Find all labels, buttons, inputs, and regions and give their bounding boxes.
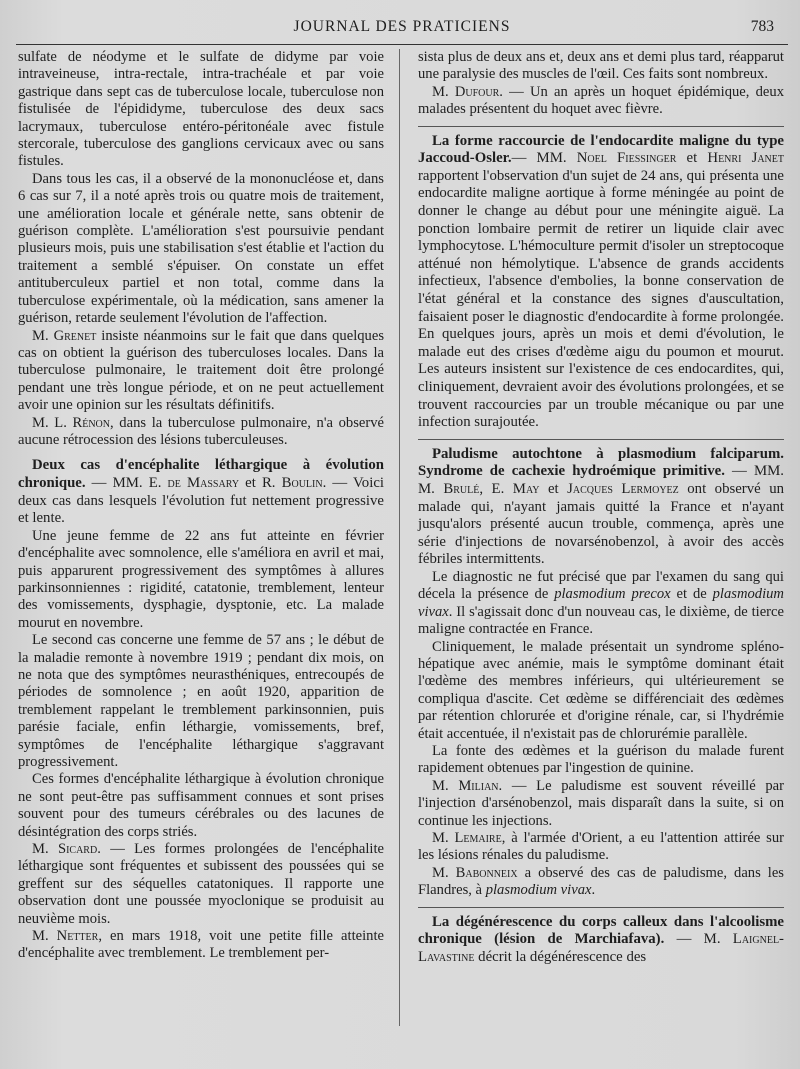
paragraph: Le second cas concerne une femme de 57 ans ; le début de la maladie remonte à novembre 1919 ; pendant dix mois, on ne nota que des symptômes neurasthéniques, entrecoupés de périodes de somnolence ; en août 1920, apparition de tremblement rappelant le tremblement parkinsonnien, puis parésie faciale, enfin léthargie, vomissements, bref, symptômes de l'encéphalite léthargique s'aggravant progressivement. <box>18 632 384 770</box>
section-separator <box>418 126 784 127</box>
author-name: Noel Fiessinger <box>576 150 677 167</box>
authors-prefix: — MM. M. <box>418 463 784 497</box>
paragraph: Dans tous les cas, il a observé de la mononucléose et, dans 6 cas sur 7, il a noté après trois ou quatre mois de traitement, une amélioration locale et générale nette, sans obtenir de guérison complète. L'amélioration s'est poursuivie pendant plusieurs mois, puis une stabilisation s'est établie et l'action du traitement a semblé s'épuiser. On constate un effet antituberculeux partiel et non total, comme dans la tuberculose expérimentale, où la médication, sans amener la guérison, retarde seulement l'évolution de l'affection. <box>18 170 384 327</box>
author-name: Laignel-Lavastine <box>418 931 784 965</box>
species-name: plasmodium vivax <box>485 882 592 899</box>
section-heading-paragraph <box>18 457 384 527</box>
paragraph-text: . Il s'agissait donc d'un nouveau cas, le dixième, de tierce maligne contractée en France. <box>418 603 784 638</box>
author-name: M. Dufour <box>432 83 500 100</box>
author-name: Brulé <box>443 480 480 497</box>
author-name: Jacques Lermoyez <box>567 480 679 497</box>
species-name: plasmodium precox <box>554 586 671 603</box>
paragraph <box>418 778 784 830</box>
authors-conjunction: et <box>539 480 568 497</box>
paragraph-text: , à l'armée d'Orient, a eu l'attention attirée sur les lésions rénales du paludisme. <box>418 829 784 864</box>
text-columns <box>16 49 788 966</box>
paragraph <box>418 865 784 900</box>
column-divider <box>399 49 400 1026</box>
authors-separator: , E. <box>479 480 513 497</box>
author-name: R. Boulin <box>261 474 323 491</box>
paragraph-text: insiste néanmoins sur le fait que dans quelques cas on obtient la guérison des tuberculoses locales. Dans la tuberculose pulmonaire, le traitement doit être prolongé pendant une très longue période, et on ne peut actuellement avoir une opinion sur les résultats définitifs. <box>18 327 384 414</box>
authors-conjunction: et <box>676 150 708 167</box>
paragraph-text: , en mars 1918, voit une petite fille atteinte d'encéphalite avec tremblement. Le tremblement per- <box>18 928 385 962</box>
section-heading-paragraph <box>418 133 784 432</box>
paragraph-text: et de <box>670 586 713 603</box>
paragraph-text: Le diagnostic ne fut précisé que par l'examen du sang qui décela la présence de <box>418 568 784 603</box>
author-name: M. Sicard <box>32 841 98 858</box>
section-heading-paragraph <box>418 914 784 967</box>
author-name: M. Babonneix <box>432 864 518 881</box>
page-number: 783 <box>750 18 774 35</box>
page-header <box>16 18 788 45</box>
section-title: Deux cas d'encéphalite léthargique à évolution chronique. <box>18 457 384 491</box>
section-separator <box>418 907 784 908</box>
authors-prefix: — MM. E. <box>85 474 168 491</box>
paragraph: La fonte des œdèmes et la guérison du malade furent rapidement obtenues par l'ingestion de quinine. <box>418 742 784 777</box>
paragraph-text: a observé des cas de paludisme, dans les Flandres, à <box>418 864 784 899</box>
paragraph: sista plus de deux ans et, deux ans et demi plus tard, réapparut une paralysie des muscles de l'œil. Ces faits sont nombreux. <box>418 49 784 83</box>
author-name: M. Netter <box>32 928 99 945</box>
section-separator <box>418 439 784 440</box>
paragraph: sulfate de néodyme et le sulfate de didyme par voie intraveineuse, intra-rectale, intra-trachéale et par voie gastrique dans sept cas de tuberculose locale, tuberculose non fistulisée de l'épididyme, tuberculose des deux sacs lacrymaux, tuberculose entéro-péritonéale avec fistule stercorale, tuberculose des ganglions cervicaux avec ou sans fistules. <box>18 49 384 170</box>
author-name: M. L. Rénon <box>32 414 110 431</box>
paragraph-text: rapportent l'observation d'un sujet de 24 ans, qui présenta une endocardite maligne aortique à forme méningée au point de donner le change au début pour une méningite aiguë. La ponction lombaire permit de retirer un liquide clair avec lymphocytose. L'hémoculture permit d'isoler un streptocoque atténué non hémolytique. L'absence de grands accidents infectieux, l'absence d'embolies, la bonne conservation de l'état général et la constance des signes d'auscultation, faisaient poser le diagnostic d'endocardite à forme prolongée. En quelques jours, après un mois et demi d'évolution, le malade eut des crises d'œdème aigu du poumon et mourut. Les auteurs insistent sur l'existence de ces endocardites, qui, cliniquement, devraient avoir des évolutions prolongées, et se trouvent raccourcies par un trouble mécanique ou par une infection surajoutée. <box>418 167 784 431</box>
author-name: May <box>512 480 540 497</box>
paragraph: Cliniquement, le malade présentait un syndrome spléno-hépatique avec anémie, mais le symptôme dominant était l'œdème des membres inférieurs, qui ultérieurement se compliqua d'ascite. Cet œdème se différenciait des œdèmes par rétention chlorurée et d'origine rénale, car, si l'hydrémie était accentuée, il n'existait pas de chlorurémie parallèle. <box>418 638 784 742</box>
paragraph: Une jeune femme de 22 ans fut atteinte en février d'encéphalite avec somnolence, elle s'améliora en avril et mai, puis apparurent progressivement des symptômes à allures parkinsonniennes : rigidité, catatonie, tremblement, lenteur des vomissements, dysphagie, dysptonie, etc. La malade mourut en novembre. <box>18 527 384 631</box>
section-heading-paragraph <box>418 446 784 569</box>
left-column <box>18 49 384 966</box>
paragraph-text: . — Voici deux cas dans lesquels l'évolution fut nettement progressive et lente. <box>18 474 384 527</box>
paragraph-text: . <box>591 882 596 899</box>
paragraph <box>18 328 384 415</box>
section-title: La forme raccourcie de l'endocardite maligne du type Jaccoud-Osler. <box>418 132 784 167</box>
journal-title: JOURNAL DES PRATICIENS <box>293 18 511 35</box>
authors-conjunction: et <box>239 474 262 491</box>
author-name: M. Grenet <box>32 327 97 344</box>
paragraph <box>18 841 384 928</box>
paragraph: Ces formes d'encéphalite léthargique à évolution chronique ne sont peut-être pas suffisamment connues et sont prises souvent pour des tumeurs cérébrales ou des lacunes de désintégration des corps striés. <box>18 771 384 840</box>
author-name: de Massary <box>167 474 240 491</box>
paragraph <box>18 415 384 450</box>
paragraph-text: . — Les formes prolongées de l'encéphalite léthargique sont fréquentes et subissent des poussées qui se greffent sur des séquelles catatoniques. Il rapporte une observation dont une poussée myoclonique se produisit au neuvième mois. <box>18 841 384 927</box>
section-title: Paludisme autochtone à plasmodium falciparum. Syndrome de cachexie hydroémique primitive. <box>418 445 784 480</box>
authors-prefix: — M. <box>664 931 733 948</box>
paragraph <box>418 84 784 119</box>
species-name: plasmodium vivax <box>418 586 784 620</box>
paragraph-text: . — Un an après un hoquet épidémique, deux malades présentent du hoquet avec fièvre. <box>418 83 784 118</box>
paragraph-text: , dans la tuberculose pulmonaire, n'a observé aucune rétrocession des lésions tuberculeuses. <box>18 414 384 448</box>
right-column <box>418 49 784 966</box>
author-name: M. Milian <box>432 777 499 794</box>
author-name: Henri Janet <box>707 150 784 167</box>
authors-prefix: — MM. <box>511 150 577 167</box>
paragraph-text: ont observé un malade qui, n'ayant jamais quitté la France et n'ayant jusqu'alors présenté aucun trouble, commença, après une série d'injections de novarsénobenzol, à avoir des accès fébriles intermittents. <box>418 480 784 568</box>
paragraph <box>418 830 784 865</box>
paragraph <box>418 569 784 639</box>
paragraph <box>18 928 384 963</box>
paragraph-text: décrit la dégénérescence des <box>474 948 647 965</box>
author-name: M. Lemaire <box>432 829 502 846</box>
paragraph-text: . — Le paludisme est souvent réveillé par l'injection d'arsénobenzol, mais disparaît dans la suite, si on continue les injections. <box>418 777 784 829</box>
section-title: La dégénérescence du corps calleux dans l'alcoolisme chronique (lésion de Marchiafava). <box>418 913 784 948</box>
